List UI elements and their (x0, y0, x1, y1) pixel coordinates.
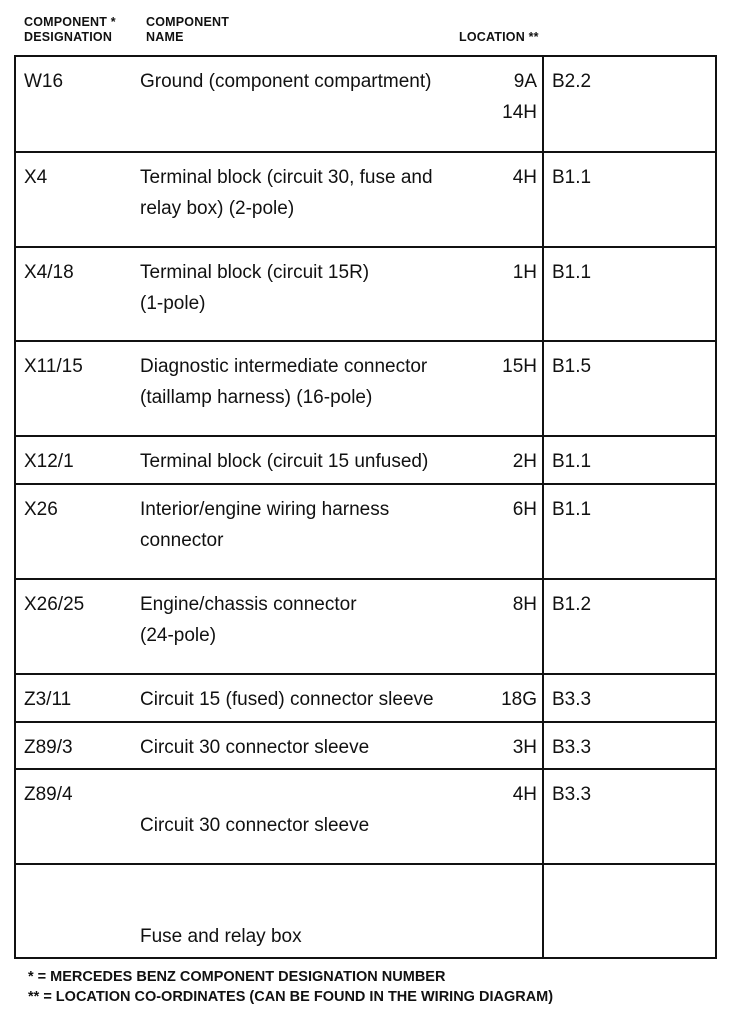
name-line2: connector (140, 530, 224, 551)
name-cell (140, 66, 490, 97)
name-line1: Circuit 30 connector sleeve (140, 737, 370, 758)
name-line2: (24-pole) (140, 625, 217, 646)
name-line2: relay box) (2-pole) (140, 198, 295, 219)
name-line1: Interior/engine wiring harness (140, 499, 390, 520)
location-cell (513, 494, 537, 525)
name-header-line1: COMPONENT (146, 15, 230, 29)
designation-cell: X4 (24, 167, 48, 188)
column-divider (542, 723, 544, 768)
table-row (16, 342, 715, 437)
name-line1: Circuit 15 (fused) connector sleeve (140, 689, 434, 710)
location-cell (502, 351, 537, 382)
name-cell (140, 446, 490, 477)
column-divider (542, 580, 544, 673)
name-line1 (140, 779, 490, 810)
designation-cell: Z89/3 (24, 737, 73, 758)
column-divider (542, 153, 544, 246)
location-cell (513, 162, 537, 193)
name-line1: Diagnostic intermediate connector (140, 356, 428, 377)
column-divider (542, 485, 544, 578)
location-value: 4H (512, 784, 537, 805)
column-divider (542, 437, 544, 483)
designation-cell: Z3/11 (24, 689, 72, 710)
grid-cell: B3.3 (552, 784, 592, 805)
column-header-name (146, 15, 229, 45)
designation-header-line2: DESIGNATION (24, 30, 113, 44)
designation-header-line1: COMPONENT * (24, 15, 116, 29)
grid-cell: B3.3 (552, 689, 592, 710)
location-value: 4H (512, 167, 537, 188)
location-value-extra: 14H (502, 102, 537, 123)
location-cell (513, 446, 537, 477)
table-row (16, 865, 715, 959)
column-divider (542, 57, 544, 151)
table-row (16, 248, 715, 342)
designation-cell: X11/15 (24, 356, 83, 377)
table-row (16, 57, 715, 153)
column-divider (542, 675, 544, 721)
designation-cell: X26/25 (24, 594, 85, 615)
name-cell (140, 162, 490, 224)
name-line1: Terminal block (circuit 30, fuse and (140, 167, 433, 188)
column-divider (542, 342, 544, 435)
designation-cell: Z89/4 (24, 784, 73, 805)
name-cell (140, 732, 490, 763)
name-cell (140, 779, 490, 841)
table-row (16, 437, 715, 485)
table-row (16, 675, 715, 723)
name-line1: Terminal block (circuit 15 unfused) (140, 451, 429, 472)
name-line2: (taillamp harness) (16-pole) (140, 387, 373, 408)
table-row (16, 485, 715, 580)
footnote-location: ** = LOCATION CO-ORDINATES (CAN BE FOUND IN THE WIRING DIAGRAM) (28, 989, 554, 1005)
designation-cell: X4/18 (24, 262, 74, 283)
location-value: 2H (512, 451, 537, 472)
name-line2: (1-pole) (140, 293, 206, 314)
name-cell (140, 684, 490, 715)
name-header-line2: NAME (146, 30, 184, 44)
designation-cell: X12/1 (24, 451, 74, 472)
column-divider (542, 770, 544, 863)
name-line2: Fuse and relay box (140, 926, 302, 947)
designation-cell: X26 (24, 499, 58, 520)
grid-cell: B1.1 (552, 262, 592, 283)
column-divider (542, 865, 544, 957)
table-row (16, 723, 715, 770)
grid-cell: B1.1 (552, 499, 592, 520)
location-cell (513, 732, 537, 763)
name-cell (140, 257, 490, 319)
column-header-designation (24, 15, 116, 45)
location-value: 8H (512, 594, 537, 615)
location-cell (502, 66, 537, 128)
location-value: 3H (512, 737, 537, 758)
name-line1: Engine/chassis connector (140, 594, 357, 615)
name-line1: Terminal block (circuit 15R) (140, 262, 370, 283)
location-value: 9A (513, 71, 537, 92)
column-divider (542, 248, 544, 340)
location-value: 1H (512, 262, 537, 283)
grid-cell: B2.2 (552, 71, 592, 92)
name-line2: Circuit 30 connector sleeve (140, 815, 370, 836)
grid-cell: B1.5 (552, 356, 592, 377)
name-cell (140, 351, 490, 413)
name-line1: Ground (component compartment) (140, 71, 432, 92)
component-table (14, 55, 717, 959)
table-row (16, 580, 715, 675)
grid-cell: B3.3 (552, 737, 592, 758)
location-cell (513, 779, 537, 810)
location-value: 15H (502, 356, 537, 377)
column-header-location: LOCATION ** (459, 30, 539, 44)
grid-cell: B1.1 (552, 167, 592, 188)
designation-cell: W16 (24, 71, 64, 92)
name-cell (140, 589, 490, 651)
table-row (16, 770, 715, 865)
grid-cell: B1.1 (552, 451, 592, 472)
location-value: 6H (512, 499, 537, 520)
footnote-designation: * = MERCEDES BENZ COMPONENT DESIGNATION NUMBER (28, 969, 446, 985)
location-cell (513, 589, 537, 620)
footnotes (28, 967, 553, 1007)
location-cell (501, 684, 537, 715)
location-value: 18G (501, 689, 537, 710)
name-cell (140, 921, 490, 952)
name-cell (140, 494, 490, 556)
location-cell (513, 257, 537, 288)
table-row (16, 153, 715, 248)
grid-cell: B1.2 (552, 594, 592, 615)
